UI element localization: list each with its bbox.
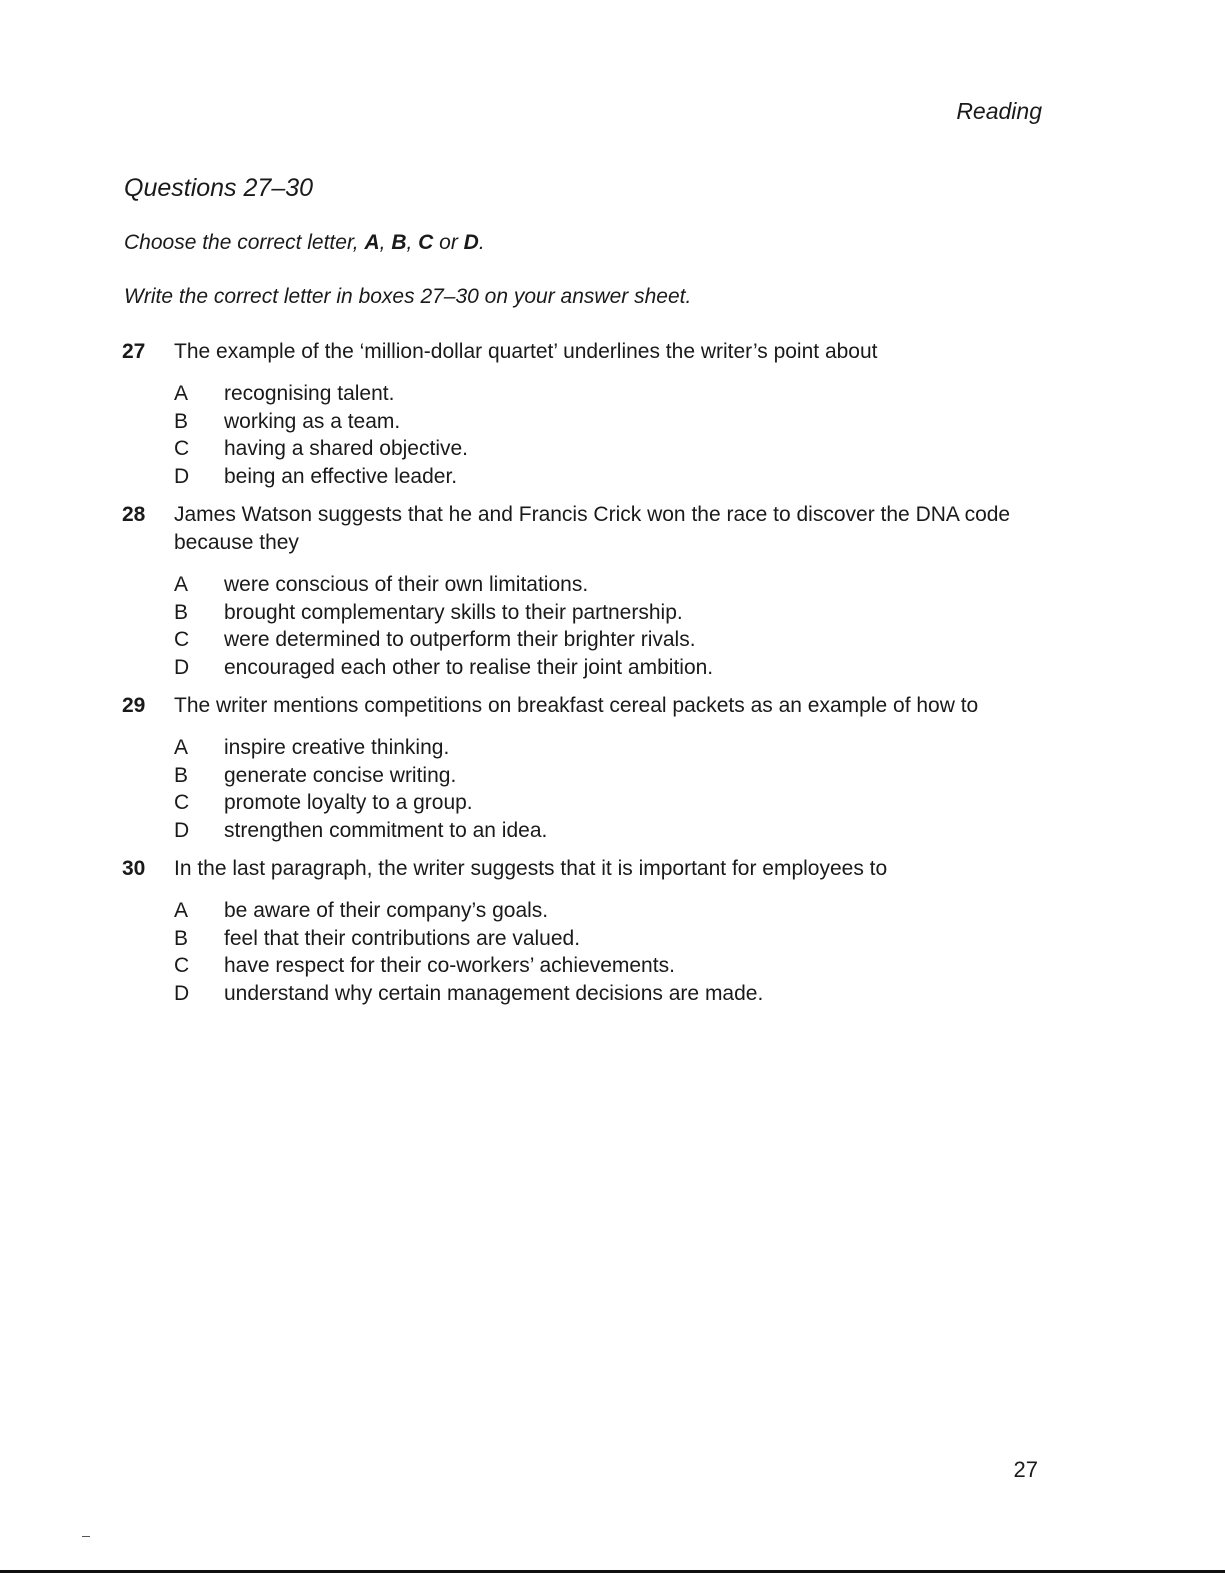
option-letter: C [174, 791, 190, 814]
option-letter: A [174, 899, 189, 922]
option-letter: C [174, 628, 190, 651]
option-text: inspire creative thinking. [224, 736, 450, 759]
option-list [174, 734, 1022, 844]
option-text: having a shared objective. [224, 437, 468, 460]
option-a [174, 380, 1022, 408]
option-text: feel that their contributions are valued. [224, 926, 581, 950]
option-text: brought complementary skills to their partnership. [224, 600, 683, 624]
question-header [122, 692, 1022, 720]
option-a [174, 897, 1022, 925]
question-number: 28 [122, 503, 146, 526]
option-text: working as a team. [224, 409, 401, 433]
option-letter: D [174, 655, 190, 679]
question-stem: The writer mentions competitions on breakfast cereal packets as an example of how to [174, 694, 979, 717]
option-letter: B [174, 409, 189, 433]
option-list [174, 571, 1022, 681]
option-text: encouraged each other to realise their joint ambition. [224, 655, 714, 679]
letter-b: B [391, 231, 407, 254]
option-letter: B [174, 600, 189, 624]
option-letter: A [174, 382, 189, 405]
question-number: 30 [122, 857, 146, 880]
instruction-answer-sheet: Write the correct letter in boxes 27–30 on your answer sheet. [124, 285, 692, 308]
option-a [174, 734, 1022, 762]
instruction-or: or [433, 231, 464, 254]
option-letter: A [174, 736, 189, 759]
option-c [174, 435, 1022, 463]
instruction-separator: , [406, 231, 419, 254]
option-c [174, 626, 1022, 654]
option-text: be aware of their company’s goals. [224, 899, 549, 922]
question-header [122, 338, 1022, 366]
option-d [174, 463, 1022, 491]
option-c [174, 952, 1022, 980]
question-number: 27 [122, 340, 146, 363]
option-d [174, 980, 1022, 1008]
page-number: 27 [1013, 1457, 1038, 1482]
option-text: recognising talent. [224, 382, 395, 405]
option-letter: A [174, 573, 189, 596]
question-28 [122, 501, 1022, 681]
bottom-rule [0, 1570, 1225, 1573]
instruction-separator: , [379, 231, 392, 254]
section-label: Reading [956, 98, 1042, 124]
instruction-choose-letter [124, 231, 485, 255]
option-letter: D [174, 464, 190, 488]
option-letter: C [174, 954, 190, 977]
option-d [174, 654, 1022, 682]
option-text: promote loyalty to a group. [224, 791, 473, 814]
option-b [174, 408, 1022, 436]
option-text: strengthen commitment to an idea. [224, 818, 548, 842]
option-letter: D [174, 981, 190, 1005]
questions-title: Questions 27–30 [124, 174, 314, 202]
question-stem: James Watson suggests that he and Francis Crick won the race to discover the DNA code because they [174, 503, 1011, 554]
letter-c: C [418, 231, 434, 254]
option-text: being an effective leader. [224, 464, 458, 488]
option-b [174, 925, 1022, 953]
letter-d: D [463, 231, 479, 254]
option-text: understand why certain management decisions are made. [224, 981, 764, 1005]
option-letter: B [174, 763, 189, 787]
scan-mark [82, 1536, 90, 1537]
question-list [122, 338, 1022, 1018]
option-b [174, 599, 1022, 627]
option-a [174, 571, 1022, 599]
option-text: have respect for their co-workers’ achievements. [224, 954, 675, 977]
instruction-text: Choose the correct letter, [124, 231, 365, 254]
question-number: 29 [122, 694, 146, 717]
question-27 [122, 338, 1022, 490]
option-list [174, 897, 1022, 1007]
option-letter: C [174, 437, 190, 460]
instruction-end: . [478, 231, 485, 254]
option-letter: B [174, 926, 189, 950]
question-30 [122, 855, 1022, 1007]
option-c [174, 789, 1022, 817]
option-list [174, 380, 1022, 490]
letter-a: A [364, 231, 380, 254]
option-b [174, 762, 1022, 790]
option-text: were determined to outperform their brighter rivals. [224, 628, 696, 651]
question-header [122, 501, 1022, 557]
question-header [122, 855, 1022, 883]
option-letter: D [174, 818, 190, 842]
option-text: generate concise writing. [224, 763, 457, 787]
option-text: were conscious of their own limitations. [224, 573, 589, 596]
question-29 [122, 692, 1022, 844]
question-stem: In the last paragraph, the writer suggests that it is important for employees to [174, 857, 888, 880]
option-d [174, 817, 1022, 845]
question-stem: The example of the ‘million-dollar quartet’ underlines the writer’s point about [174, 340, 878, 363]
